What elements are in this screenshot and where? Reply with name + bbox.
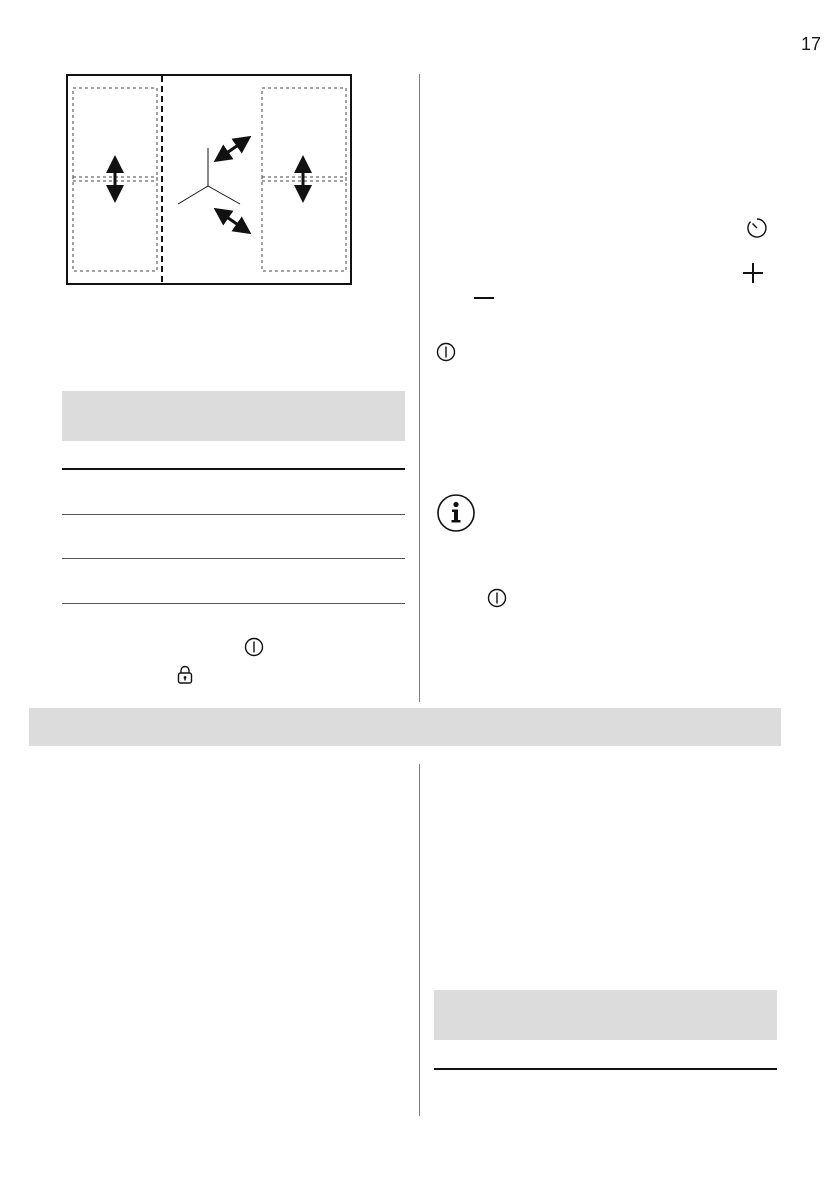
power-icon [243, 636, 265, 658]
diagonal-arrow-lower [221, 213, 244, 229]
hob-outline [67, 75, 351, 284]
cooking-zone-diagram [66, 74, 352, 291]
table-header [62, 391, 405, 441]
table-rule-row-2 [62, 558, 405, 559]
section-header-bar [29, 708, 781, 746]
column-divider-top [419, 74, 420, 702]
diagonal-arrow-upper [221, 141, 244, 157]
lock-icon [174, 664, 196, 686]
power-icon [486, 587, 508, 609]
y-junction-left [178, 186, 208, 204]
table-rule-row-3 [62, 603, 405, 604]
page-number: 17 [800, 34, 821, 54]
minus-icon [473, 286, 495, 310]
table-rule-top [62, 468, 405, 470]
column-divider-bottom [419, 764, 420, 1116]
y-junction-right [208, 186, 240, 204]
table-rule-lower [434, 1068, 777, 1070]
power-icon [435, 341, 457, 363]
plus-icon [741, 261, 765, 285]
timer-icon [745, 216, 769, 240]
cooking-zone-diagram-svg [66, 74, 352, 286]
table-rule-row-1 [62, 514, 405, 515]
table-header-lower [434, 990, 777, 1040]
info-icon [436, 493, 476, 533]
